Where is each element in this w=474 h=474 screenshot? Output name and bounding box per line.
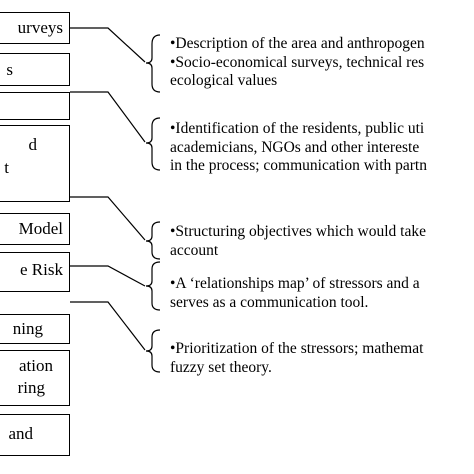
step-label: t	[4, 158, 9, 177]
step-box-stakeholders	[0, 125, 70, 202]
description-line: ecological values	[170, 72, 278, 89]
description-line: in the process; communication with partn	[170, 157, 427, 174]
brace-1	[146, 35, 160, 92]
description-line: •Socio-economical surveys, technical res	[170, 53, 425, 71]
connector-4	[70, 266, 145, 286]
step-box-model	[0, 213, 70, 245]
step-label: ning	[12, 319, 43, 338]
brace-2	[146, 118, 160, 170]
description-4	[170, 275, 420, 312]
brace-3	[146, 222, 160, 259]
connector-5	[70, 302, 145, 350]
step-label: urveys	[17, 18, 63, 37]
step-box-final	[0, 414, 70, 456]
step-label: ation	[19, 356, 53, 375]
description-line: serves as a communication tool.	[170, 293, 369, 311]
step-label: ring	[17, 378, 45, 397]
connector-2	[70, 92, 145, 142]
step-box-surveys	[0, 12, 70, 44]
description-line: •Prioritization of the stressors; mathemat	[170, 340, 424, 357]
step-box-2	[0, 53, 70, 86]
description-line: •Identification of the residents, public uti	[170, 120, 425, 137]
brace-5	[146, 330, 160, 372]
step-label: e Risk	[20, 260, 63, 279]
description-line: •Structuring objectives which would take	[170, 223, 426, 240]
description-line: •A ‘relationships map’ of stressors and a	[170, 275, 420, 292]
step-box-3	[0, 92, 70, 120]
step-label: d	[28, 135, 37, 154]
step-box-risk	[0, 252, 70, 292]
description-line: academicians, NGOs and other intereste	[170, 138, 420, 156]
step-box-monitoring	[0, 350, 70, 406]
brace-4	[146, 262, 160, 310]
description-line: fuzzy set theory.	[170, 358, 272, 376]
description-line: account	[170, 241, 219, 259]
connector-3	[70, 197, 145, 240]
description-line: •Description of the area and anthropogen	[170, 35, 425, 52]
description-5	[170, 340, 423, 377]
description-2	[170, 120, 427, 176]
connector-1	[70, 28, 145, 62]
description-1	[170, 35, 425, 91]
step-label: s	[6, 60, 13, 79]
description-3	[170, 223, 426, 260]
step-label: Model	[18, 219, 63, 238]
step-label: and	[8, 424, 33, 443]
step-box-planning	[0, 314, 70, 344]
